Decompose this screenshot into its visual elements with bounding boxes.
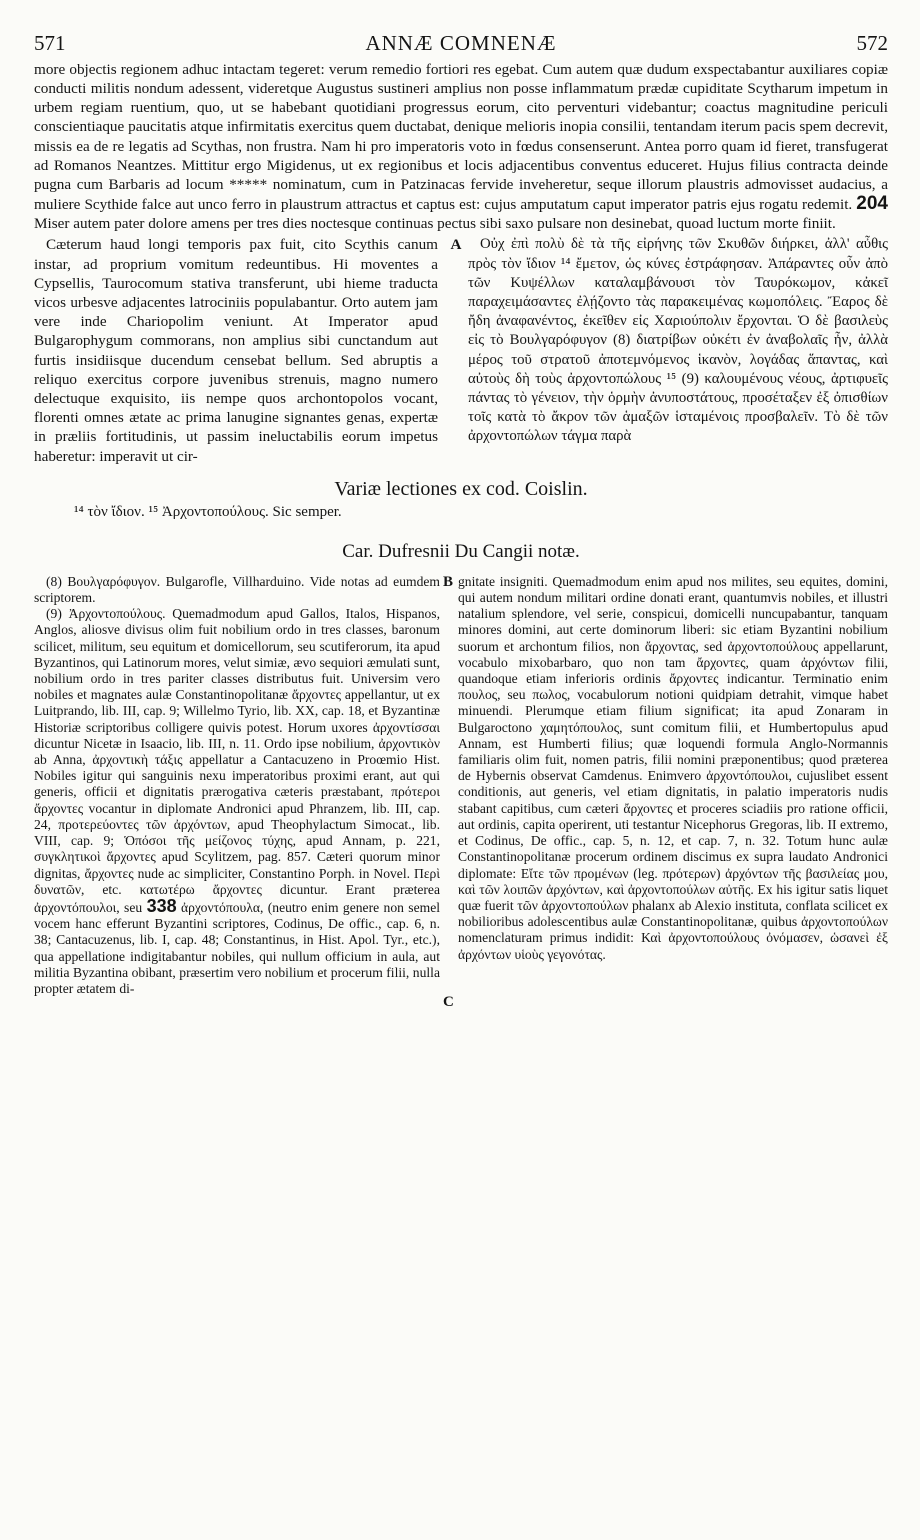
variae-line: ¹⁴ τὸν ἴδιον. ¹⁵ Ἀρχοντοπούλους. Sic semper.	[74, 503, 342, 520]
greek-column: Οὐχ ἐπὶ πολὺ δὲ τὰ τῆς εἰρήνης τῶν Σκυθῶν διήρκει, ἀλλ' αὖθις πρὸς τὸν ἴδιον ¹⁴ ἔμετον, ὡς κύνες ἐστράφησαν. Ἀπάραντες οὖν ἀπὸ τῶν Κυψέλλων καταλαμβάνουσι τὸν Ταυρόκωμον, κἀκεῖ παραχειμάσαντες ἐλῄζοντο τὰς παρακειμένας κωμοπόλεις. Ἔαρος δὲ ἤδη ἀναφανέντος, ἐκεῖθεν εἰς Χαριούπολιν ἔρχονται. Ὁ δὲ βασιλεὺς εἰς τὸ Βουλγαρόφυγον (8) διατρίβων οὐκέτι ἐν ἀναβολαῖς ἦν, ἀλλὰ μέρος τοῦ στρατοῦ ἀποτεμνόμενος ἱκανὸν, λογάδας ἅπαντας, καὶ αὐτοὺς δὴ τοὺς ἀρχοντοπώλους ¹⁵ (9) καλουμένους νέους, ἀρτιφυεῖς πάντας τὸ γένειον, τὴν ὁρμὴν ἀνυποστάτους, προσέταξεν ἐξ ὀπισθίων τοῖς κατὰ τὸ ἄκρον τῶν ἁμαξῶν ἱσταμένοις προσβαλεῖν. Τὸ δὲ τῶν ἀρχοντοπώλων τάγμα παρὰ	[468, 236, 888, 445]
note-8: (8) Βουλγαρόφυγον. Bulgarofle, Villharduino. Vide notas ad eumdem scriptorem.	[34, 573, 440, 606]
page-number-left: 571	[34, 31, 66, 55]
prose-text-before: more objectis regionem adhuc intactam tegeret: verum remedio fortiori res egebat. Cum autem quæ dudum exspectabantur auxiliares copiæ conducti militis nondum adessent, videretque Augustus sustineri amplius non posse inflammatum prædæ cupiditate Scytharum impetum in urbem regiam ruentium, quo, ut se habebant quotidiani progressus eorum, cito perventuri videbantur; coactus magnitudine periculi conscientiaque paucitatis atque infirmitatis exercitus quem ductabat, denique melioris inopia consilii, tentandam iterum pacis spem decrevit, missis ea de re legatis ad Scythas, non frustra. Nam hi pro imperatoris voto in fœdus consenserunt. Antea porro quam id fieret, transfugerat ad Romanos Neantzes. Mittitur ergo Migidenus, ut ex regionibus et locis adjacentibus conventus educeret. Hujus filius contracta deinde pugna cum Barbaris ad locum ***** nominatum, cum in Patzinacas fervide inveheretur, seque illorum plaustris admovisset audacius, a muliere Scythide falce aut unco ferro in plaustrum attractus et captus est: cujus amputatum caput imperator patris ejus rogatu redemit.	[34, 61, 888, 214]
running-title: ANNÆ COMNENÆ	[365, 31, 557, 55]
note-9-text-after: ἀρχοντόπουλα, (neutro enim genere non semel vocem hanc efferunt Byzantini scriptores, Codinus, De offic., cap. 6, n. 38; Cantacuzenus, lib. I, cap. 48; Constantinus, in Hist. Apol. Tyr., etc.), qua appellatione indigitabantur nobiles, qui nullum officium in aula, aut militia Byzantina obibant, præsertim vero nobilium et procerum filii, nulla propter ætatem di-	[34, 899, 441, 996]
margin-page-number: 204	[856, 193, 888, 215]
note-9	[34, 606, 440, 997]
page-number-right: 572	[856, 31, 888, 55]
notes-left-column	[34, 574, 440, 997]
notes-marker-gutter	[440, 573, 458, 1010]
notes-page-number: 338	[146, 895, 177, 916]
column-marker-a: A	[450, 236, 462, 254]
notes-heading: Car. Dufresnii Du Cangii notæ.	[342, 540, 580, 562]
page-header	[34, 30, 888, 56]
note-9-text-before: (9) Ἀρχοντοπούλους. Quemadmodum apud Gallos, Italos, Hispanos, Anglos, aliosve divisus olim fuit nobilium ordo in tres classes, baronum scilicet, militum, seu equitum et domicellorum, seu scutiferorum, ita apud Byzantinos, qui Latinorum mores, velut simiæ, ævo sequiori æmulati sunt, nobilium ordo in tres pariter classes distributus fuit. Universim vero nobiles et magnates aulæ Constantinopolitanæ ἄρχοντες appellantur, ut ex Luitprando, lib. III, cap. 9; Willelmo Tyrio, lib. XX, cap. 18, et Byzantinæ Historiæ scriptoribus colligere quivis potest. Horum uxores ἀρχοντίσσαι dicuntur Nicetæ in Isaacio, lib. III, n. 11. Ordo ipse nobilium, ἀρχοντικὸν ab Anna, ἀρχοντικὴ τάξις appellatur a Cantacuzeno in Proœmio Hist. Nobiles igitur qui sanguinis nexu imperatoribus proximi erant, aut qui generis, officii et dignitatis prærogativa cæteris præstabant, πρότεροι ἄρχοντες vocantur in diplomate Andronici apud Phranzem, lib. III, cap. 24, προτερεύοντες τῶν ἀρχόντων, apud Theophylactum Simocat., lib. VIII, cap. 9; Ὁπόσοι τῆς μείζονος τύχης, apud Annam, p. 221, συγκλητικοὶ ἄρχοντες apud Scylitzem, pag. 857. Cæteri quorum minor dignitas, ἄρχοντες nude ac simpliciter, Constantino Porph. in Novel. Περὶ δυνατῶν, etc. κατωτέρω ἄρχοντες dicuntur. Erant præterea ἀρχοντόπουλοι, seu	[34, 606, 440, 915]
variae-heading: Variæ lectiones ex cod. Coislin.	[334, 477, 588, 500]
notes-marker-b: B	[443, 573, 454, 590]
main-latin-paragraph	[34, 60, 888, 233]
latin-column: Cæterum haud longi temporis pax fuit, cito Scythis canum instar, ad proprium vomitum redeuntibus. Hi moventes a Cypsellis, Taurocomum stativa transferunt, ubi hieme traducta vicos urbesve adjacentes latrociniis populabantur. Orto autem jam vere inde Chariopolim veniunt. At Imperator apud Bulgarophygum commorans, non amplius sibi cunctandum aut furtis insidiisque ducendum censebat bellum. Sed abruptis a reliquo exercitus corpore juvenibus strenuis, magno numero delectuque exquisito, iis nempe quos archontopolos vocant, florenti omnes ætate ac prima lanugine signantes genas, expertæ in præliis fortitudinis, ut passim ineluctabilis eorum impetus haberetur: imperavit ut cir-	[34, 236, 438, 465]
notes-columns	[34, 573, 888, 1010]
notes-right-column: gnitate insigniti. Quemadmodum enim apud nos milites, seu equites, domini, qui autem nondum militari ordine donati erant, quantumvis nobiles, et illustri natalium splendore, vel serie, conspicui, domicelli nuncupabantur, tanquam minores domini, aut certe dominorum liberi: sic etiam Byzantini nobilium suorum et archontum filios, non ἄρχοντας, sed ἀρχοντοπούλους appellarunt, vocabulo mixobarbaro, quo non tam ἄρχοντες, quam ἀρχόντων filii, quandoque etiam inferioris ordinis ἄρχοντες indicantur. Terminatio enim πουλος, seu πωλος, vocabulorum notioni quidpiam detrahit, vimque habet minuendi. Plerumque etiam filium significat; ita apud Zonaram in Bulgaroctono χαμητόπουλος, sunt comitum filii, et Humbertopulus apud Annam, est Humberti filius; quæ loquendi formula Anglo-Normannis familiaris olim fuit, nomen patris, filii nomini præponentibus; quod præterea de Hybernis observat Camdenus. Enimvero ἀρχοντόπουλοι, cujuslibet essent conditionis, aut generis, vel etiam dignitatis, in palatio imperatoris nudis stabant capitibus, cum cæteri ἄρχοντες et proceres sciadiis pro ratione officii, aut ordinis, capita operirent, uti testantur Nicephorus Gregoras, lib. II extremo, et Codinus, De offic., cap. 5, n. 12, et cap. 7, n. 32. Totum hunc aulæ Constantinopolitanæ procerum ordinem discimus ex supra laudato Andronici diplomate: Εἴτε τῶν προμένων (leg. πρότερων) ἀρχόντων τῆς βασιλείας μου, καὶ τῶν λοιπῶν ἀρχόντων, καὶ ἀρχοντοπούλων αὐτῆς. Ex his igitur satis liquet quæ fuerit τῶν ἀρχοντοπούλων phalanx ab Alexio instituta, conflata scilicet ex nobilioribus adolescentibus aulæ Constantinopolitanæ, quibus ἀρχοντοπούλων nomenclaturam primus indidit: Καὶ ἀρχοντοπούλους ὀνόμασεν, ὡσανεὶ ἐξ ἀρχόντων υἱοὺς γεγονότας.	[458, 573, 888, 962]
prose-text-after: Miser autem pater dolore amens per tres dies noctesque continuas pectus sibi saxo pulsare non desinebat, quoad luctum morte finiit.	[34, 215, 836, 233]
parallel-columns	[34, 235, 888, 465]
notes-marker-c: C	[443, 993, 454, 1010]
